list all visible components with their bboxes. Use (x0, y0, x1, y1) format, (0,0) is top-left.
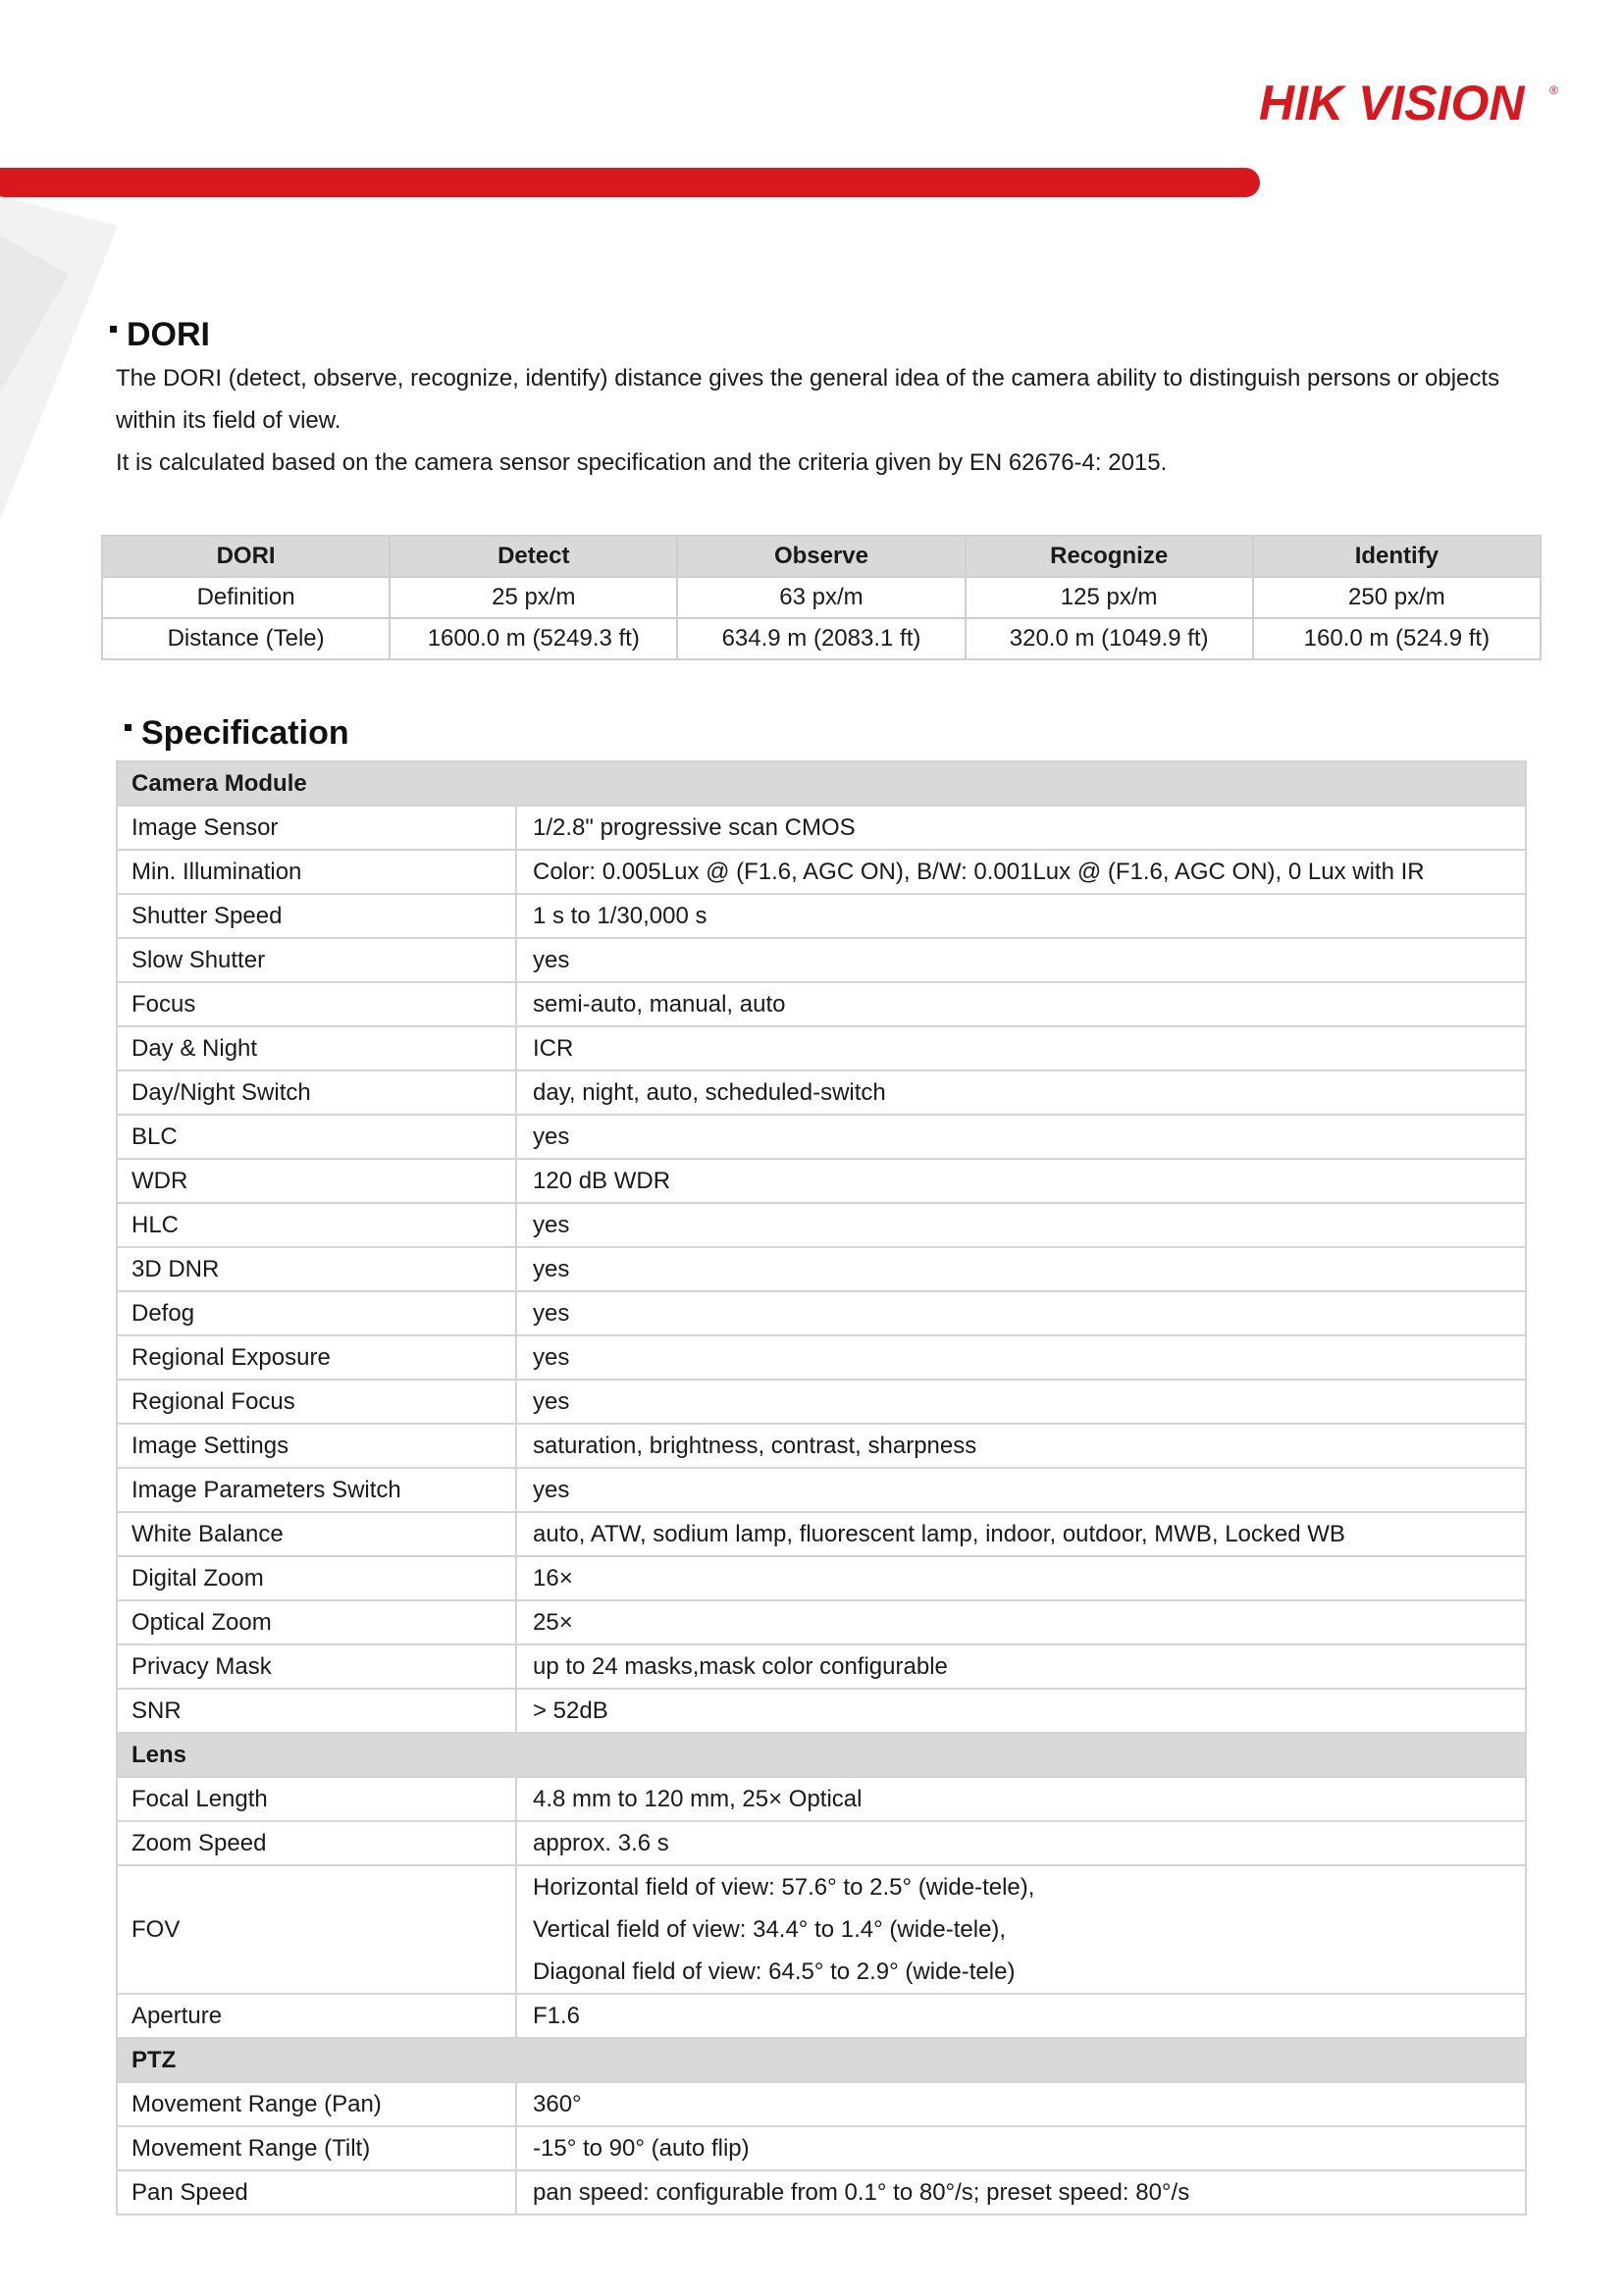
spec-label: Image Parameters Switch (117, 1468, 516, 1512)
spec-label: White Balance (117, 1512, 516, 1556)
spec-label: Focus (117, 982, 516, 1026)
svg-text:VISION: VISION (1358, 77, 1525, 128)
spec-row (117, 1203, 1526, 1247)
dori-cell: 125 px/m (966, 577, 1253, 618)
spec-label: Day & Night (117, 1026, 516, 1070)
spec-value: yes (516, 1247, 1526, 1291)
dori-cell: Definition (102, 577, 390, 618)
spec-value: yes (516, 1203, 1526, 1247)
spec-label: Slow Shutter (117, 938, 516, 982)
spec-value: yes (516, 1335, 1526, 1380)
dori-title-text: DORI (127, 316, 210, 353)
spec-value: 360° (516, 2082, 1526, 2126)
spec-row (117, 1247, 1526, 1291)
spec-group-header (117, 761, 1526, 806)
spec-row (117, 1512, 1526, 1556)
spec-value: approx. 3.6 s (516, 1821, 1526, 1865)
dori-cell: 25 px/m (390, 577, 677, 618)
spec-row (117, 1115, 1526, 1159)
spec-label: BLC (117, 1115, 516, 1159)
spec-value: ICR (516, 1026, 1526, 1070)
dori-header-cell: DORI (102, 536, 390, 577)
spec-value: yes (516, 1380, 1526, 1424)
spec-label: Regional Focus (117, 1380, 516, 1424)
dori-table (101, 535, 1542, 660)
spec-row (117, 1821, 1526, 1865)
spec-label: Image Settings (117, 1424, 516, 1468)
spec-row-fov (117, 1865, 1526, 1994)
spec-label: Movement Range (Pan) (117, 2082, 516, 2126)
dori-cell: 160.0 m (524.9 ft) (1253, 618, 1541, 659)
spec-row (117, 1380, 1526, 1424)
dori-header-cell: Recognize (966, 536, 1253, 577)
hikvision-logo (1259, 77, 1563, 128)
dori-table-header (102, 536, 1541, 577)
spec-row (117, 1424, 1526, 1468)
spec-label: Defog (117, 1291, 516, 1335)
spec-row (117, 2126, 1526, 2170)
spec-label: Privacy Mask (117, 1644, 516, 1689)
dori-paragraph-1: The DORI (detect, observe, recognize, identify) distance gives the general idea of the camera ability to distinguish persons or objects within its field of view. (116, 365, 1500, 434)
dori-cell: 250 px/m (1253, 577, 1541, 618)
spec-label: Movement Range (Tilt) (117, 2126, 516, 2170)
decorative-background-shape (0, 196, 128, 530)
spec-section-title (125, 714, 349, 753)
spec-label: Aperture (117, 1994, 516, 2038)
spec-value: 16× (516, 1556, 1526, 1600)
bullet-icon (125, 724, 131, 731)
spec-value: pan speed: configurable from 0.1° to 80°/s; preset speed: 80°/s (516, 2170, 1526, 2215)
header-red-bar (0, 168, 1260, 197)
spec-row (117, 1600, 1526, 1644)
dori-section-title (110, 316, 210, 354)
spec-label: Day/Night Switch (117, 1070, 516, 1115)
spec-value: -15° to 90° (auto flip) (516, 2126, 1526, 2170)
spec-row (117, 1689, 1526, 1733)
spec-value: 120 dB WDR (516, 1159, 1526, 1203)
spec-row (117, 1026, 1526, 1070)
fov-line: Diagonal field of view: 64.5° to 2.9° (wide-tele) (533, 1958, 1016, 1985)
spec-group-header (117, 2038, 1526, 2082)
spec-table (116, 760, 1527, 2216)
spec-group-title: PTZ (117, 2038, 1526, 2082)
fov-line: Vertical field of view: 34.4° to 1.4° (wide-tele), (533, 1916, 1007, 1943)
spec-value: yes (516, 938, 1526, 982)
spec-row (117, 1291, 1526, 1335)
svg-text:®: ® (1549, 83, 1558, 97)
spec-row (117, 1644, 1526, 1689)
dori-header-cell: Identify (1253, 536, 1541, 577)
spec-label: FOV (117, 1865, 516, 1994)
spec-value: yes (516, 1115, 1526, 1159)
dori-cell: 1600.0 m (5249.3 ft) (390, 618, 677, 659)
spec-label: Regional Exposure (117, 1335, 516, 1380)
dori-cell: 63 px/m (677, 577, 965, 618)
dori-cell: 634.9 m (2083.1 ft) (677, 618, 965, 659)
dori-intro (116, 357, 1529, 484)
dori-table-row (102, 577, 1541, 618)
spec-label: Pan Speed (117, 2170, 516, 2215)
spec-row (117, 806, 1526, 850)
fov-line: Horizontal field of view: 57.6° to 2.5° (wide-tele), (533, 1874, 1035, 1901)
dori-header-cell: Detect (390, 536, 677, 577)
spec-label: Digital Zoom (117, 1556, 516, 1600)
dori-cell: Distance (Tele) (102, 618, 390, 659)
spec-value: saturation, brightness, contrast, sharpness (516, 1424, 1526, 1468)
spec-row (117, 2170, 1526, 2215)
spec-label: Shutter Speed (117, 894, 516, 938)
spec-row (117, 938, 1526, 982)
spec-value: 1/2.8" progressive scan CMOS (516, 806, 1526, 850)
spec-value: auto, ATW, sodium lamp, fluorescent lamp, indoor, outdoor, MWB, Locked WB (516, 1512, 1526, 1556)
spec-value: up to 24 masks,mask color configurable (516, 1644, 1526, 1689)
dori-paragraph-2: It is calculated based on the camera sensor specification and the criteria given by EN 62676-4: 2015. (116, 449, 1168, 476)
spec-label: Min. Illumination (117, 850, 516, 894)
spec-row (117, 1556, 1526, 1600)
spec-value: 1 s to 1/30,000 s (516, 894, 1526, 938)
spec-row (117, 1159, 1526, 1203)
spec-row (117, 982, 1526, 1026)
spec-label: Image Sensor (117, 806, 516, 850)
spec-value: day, night, auto, scheduled-switch (516, 1070, 1526, 1115)
spec-value (516, 1865, 1526, 1994)
spec-row (117, 2082, 1526, 2126)
spec-title-text: Specification (141, 714, 349, 752)
spec-value: 25× (516, 1600, 1526, 1644)
dori-header-cell: Observe (677, 536, 965, 577)
spec-row (117, 1468, 1526, 1512)
spec-value: Color: 0.005Lux @ (F1.6, AGC ON), B/W: 0.001Lux @ (F1.6, AGC ON), 0 Lux with IR (516, 850, 1526, 894)
spec-label: Zoom Speed (117, 1821, 516, 1865)
spec-label: HLC (117, 1203, 516, 1247)
spec-row (117, 1070, 1526, 1115)
dori-cell: 320.0 m (1049.9 ft) (966, 618, 1253, 659)
spec-group-title: Lens (117, 1733, 1526, 1777)
bullet-icon (110, 326, 117, 333)
spec-row (117, 850, 1526, 894)
spec-label: WDR (117, 1159, 516, 1203)
dori-table-row (102, 618, 1541, 659)
spec-row (117, 1777, 1526, 1821)
spec-value: F1.6 (516, 1994, 1526, 2038)
spec-row (117, 1335, 1526, 1380)
spec-value: yes (516, 1468, 1526, 1512)
spec-value: semi-auto, manual, auto (516, 982, 1526, 1026)
spec-row (117, 1994, 1526, 2038)
spec-row (117, 894, 1526, 938)
spec-value: > 52dB (516, 1689, 1526, 1733)
spec-group-header (117, 1733, 1526, 1777)
spec-label: Optical Zoom (117, 1600, 516, 1644)
spec-group-title: Camera Module (117, 761, 1526, 806)
spec-value: yes (516, 1291, 1526, 1335)
spec-label: SNR (117, 1689, 516, 1733)
svg-text:HIK: HIK (1259, 77, 1344, 128)
spec-value: 4.8 mm to 120 mm, 25× Optical (516, 1777, 1526, 1821)
spec-label: Focal Length (117, 1777, 516, 1821)
spec-label: 3D DNR (117, 1247, 516, 1291)
